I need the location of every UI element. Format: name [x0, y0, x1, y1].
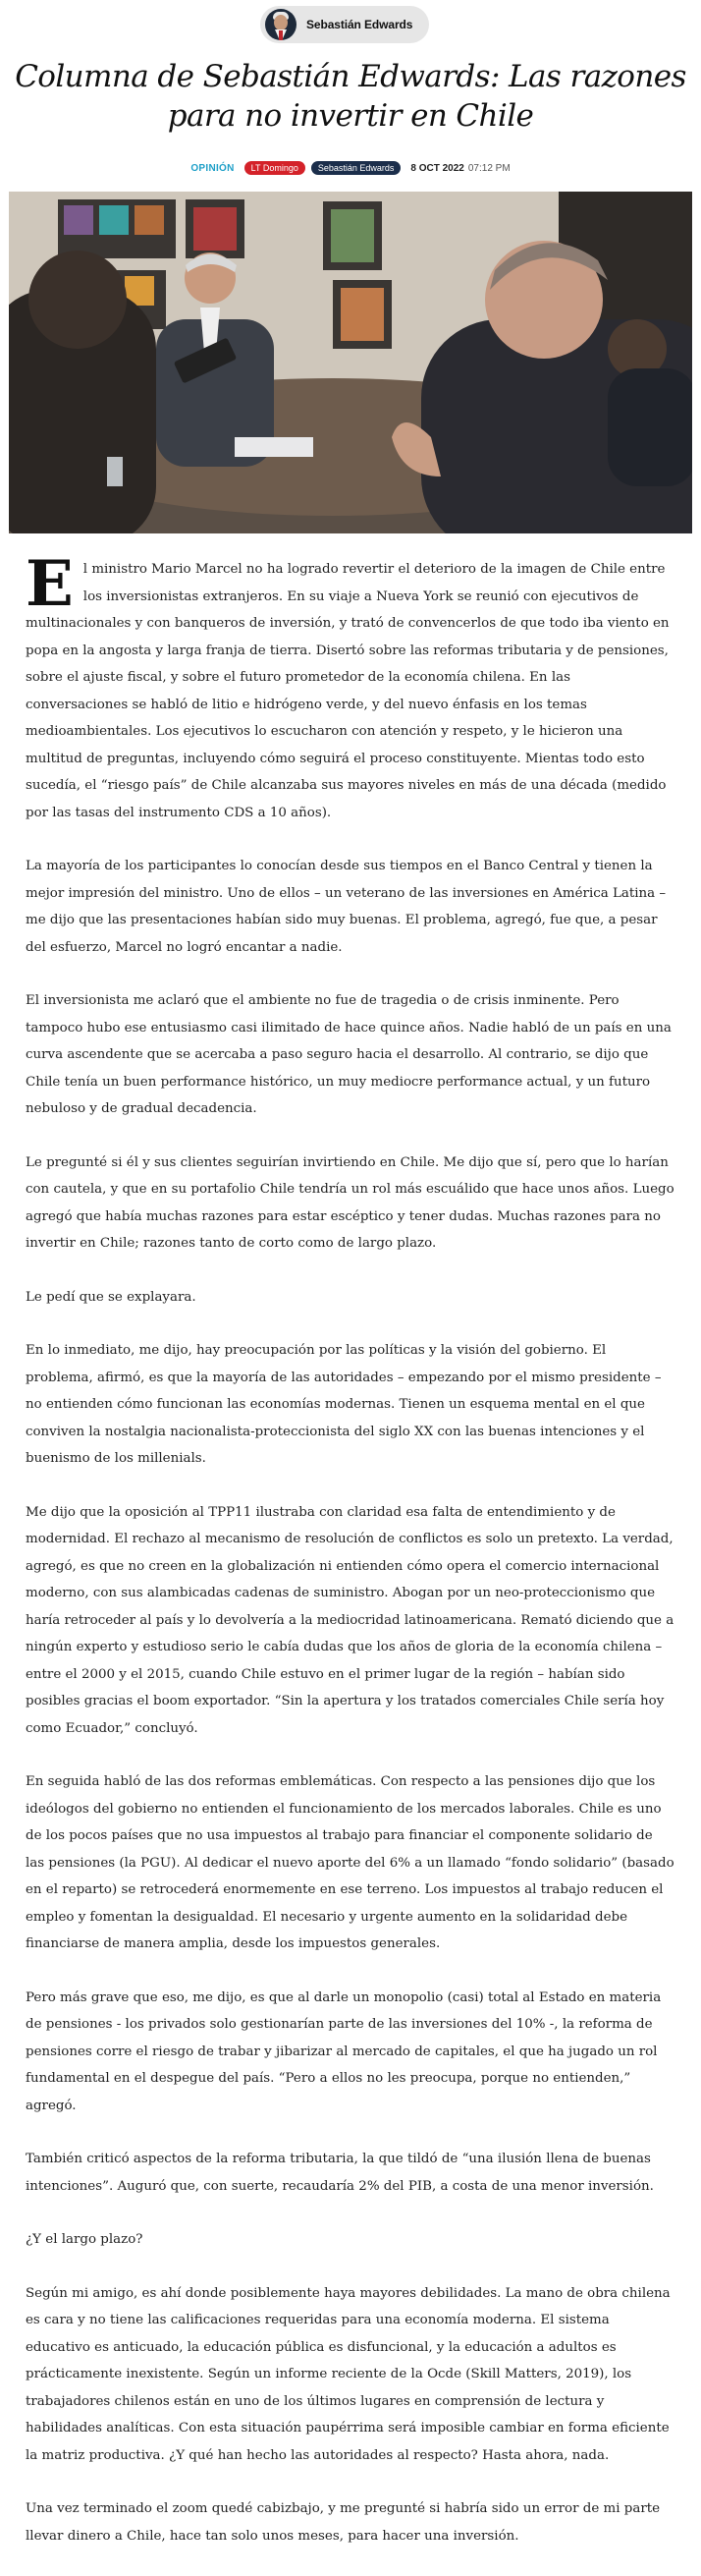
- article-paragraph: Según mi amigo, es ahí donde posiblemente haya mayores debilidades. La mano de obra chilena es cara y no tiene las calificaciones requeridas para una economía moderna. El sistema educativo es anticuado, la educación pública es disfuncional, y la educación a adultos es prácticamente inexistente. Según un informe reciente de la Ocde (Skill Matters, 2019), los trabajadores chilenos están en uno de los últimos lugares en comprensión de lectura y habilidades analíticas. Con esta situación paupérrima será imposible cambiar en forma eficiente la matriz productiva. ¿Y qué han hecho las autoridades al respecto? Hasta ahora, nada.: [26, 2285, 671, 2463]
- article-meta: [0, 161, 701, 175]
- article-paragraph: Le pedí que se explayara.: [26, 1289, 196, 1305]
- article-paragraph: ¿Y el largo plazo?: [26, 2232, 143, 2247]
- tag-lt-domingo[interactable]: LT Domingo: [244, 161, 305, 175]
- article-paragraph-lead: [26, 547, 675, 826]
- article-paragraph: El inversionista me aclaró que el ambiente no fue de tragedia o de crisis inminente. Pero tampoco hubo ese entusiasmo casi ilimitado de hace quince años. Nadie habló de un país en una curva ascendente que se acercaba a paso seguro hacia el desarrollo. Al contrario, se dijo que Chile tenía un buen performance histórico, un muy mediocre performance actual, y un futuro nebuloso y de gradual decadencia.: [26, 993, 672, 1116]
- lead-text: l ministro Mario Marcel no ha logrado revertir el deterioro de la imagen de Chile entre los inversionistas extranjeros. En su viaje a Nueva York se reunió con ejecutivos de multinacionales y con banqueros de inversión, y trató de convencerlos de que todo iba viento en popa en la angosta y larga franja de tierra. Disertó sobre las reformas tributaria y de pensiones, sobre el ajuste fiscal, y sobre el futuro prometedor de la economía chilena. En las conversaciones se habló de litio e hidrógeno verde, y del nuevo énfasis en los temas medioambientales. Los ejecutivos lo escucharon con atención y respeto, y le hicieron una multitud de preguntas, incluyendo cómo seguirá el proceso constituyente. Mientas todo esto sucedía, el “riesgo país” de Chile alcanzaba sus mayores niveles en más de una década (medido por las tasas del instrumento CDS a 10 años).: [26, 562, 670, 820]
- article-body: [26, 547, 675, 2576]
- drop-cap: E: [26, 547, 74, 621]
- article-paragraph: En seguida habló de las dos reformas emblemáticas. Con respecto a las pensiones dijo que los ideólogos del gobierno no entienden el funcionamiento de los mercados laborales. Chile es uno de los pocos países que no usa impuestos al trabajo para financiar el componente solidario de las pensiones (la PGU). Al dedicar el nuevo aporte del 6% a un llamado “fondo solidario” (basado en el reparto) se retrocederá enormemente en ese terreno. Los impuestos al trabajo reducen el empleo y fomentan la desigualdad. El necesario y urgente aumento en la solidaridad debe financiarse de manera amplia, desde los impuestos generales.: [26, 1774, 674, 1951]
- article-paragraph: Me dijo que la oposición al TPP11 ilustraba con claridad esa falta de entendimiento y de modernidad. El rechazo al mecanismo de resolución de conflictos es solo un pretexto. La verdad, agregó, es que no creen en la globalización ni entienden cómo opera el comercio internacional moderno, con sus alambicadas cadenas de suministro. Abogan por un neo-proteccionismo que haría retroceder al país y lo devolvería a la mediocridad latinoamericana. Remató diciendo que a ningún experto y estudioso serio le cabía dudas que los años de gloria de la economía chilena – entre el 2000 y el 2015, cuando Chile estuvo en el primer lugar de la región – habían sido posibles gracias el boom exportador. “Sin la apertura y los tratados comerciales Chile sería hoy como Ecuador,” concluyó.: [26, 1504, 674, 1736]
- article-paragraph: Le pregunté si él y sus clientes seguirían invirtiendo en Chile. Me dijo que sí, pero que lo harían con cautela, y que en su portafolio Chile tendría un rol más escuálido que hace unos años. Luego agregó que había muchas razones para estar escéptico y tener dudas. Muchas razones para no invertir en Chile; razones tanto de corto como de largo plazo.: [26, 1154, 674, 1251]
- article-headline: Columna de Sebastián Edwards: Las razones para no invertir en Chile: [15, 59, 686, 134]
- author-name[interactable]: Sebastián Edwards: [306, 18, 413, 31]
- article-paragraph: Pero más grave que eso, me dijo, es que al darle un monopolio (casi) total al Estado en materia de pensiones - los privados solo gestionarían parte de las inversiones del 10% -, la reforma de pensiones corre el riesgo de trabar y jibarizar al mercado de capitales, el que ha jugado un rol fundamental en el despegue del país. “Pero a ellos no les preocupa, porque no entienden,” agregó.: [26, 1989, 662, 2113]
- article-paragraph: También criticó aspectos de la reforma tributaria, la que tildó de “una ilusión llena de buenas intenciones”. Auguró que, con suerte, recaudaría 2% del PIB, a costa de una menor inversión.: [26, 2152, 654, 2194]
- section-label[interactable]: OPINIÓN: [190, 162, 235, 174]
- author-avatar: [265, 9, 297, 40]
- article-paragraph: Una vez terminado el zoom quedé cabizbajo, y me pregunté si habría sido un error de mi parte llevar dinero a Chile, hace tan solo unos meses, para hacer una inversión.: [26, 2501, 661, 2544]
- hero-photo: [9, 192, 692, 533]
- article-paragraph: La mayoría de los participantes lo conocían desde sus tiempos en el Banco Central y tienen la mejor impresión del ministro. Uno de ellos – un veterano de las inversiones en América Latina – me dijo que las presentaciones habían sido muy buenas. El problema, agregó, fue que, a pesar del esfuerzo, Marcel no logró encantar a nadie.: [26, 859, 667, 955]
- tag-author[interactable]: Sebastián Edwards: [311, 161, 402, 175]
- publish-date: 8 OCT 2022: [410, 162, 464, 174]
- author-chip[interactable]: [260, 6, 429, 43]
- article-paragraph: En lo inmediato, me dijo, hay preocupación por las políticas y la visión del gobierno. El problema, afirmó, es que la mayoría de las autoridades – empezando por el mismo presidente – no entienden cómo funcionan las economías modernas. Tienen un esquema mental en el que conviven la nostalgia nacionalista-proteccionista del siglo XX con las buenas intenciones y el buenismo de los millenials.: [26, 1343, 662, 1466]
- publish-time: 07:12 PM: [467, 162, 511, 174]
